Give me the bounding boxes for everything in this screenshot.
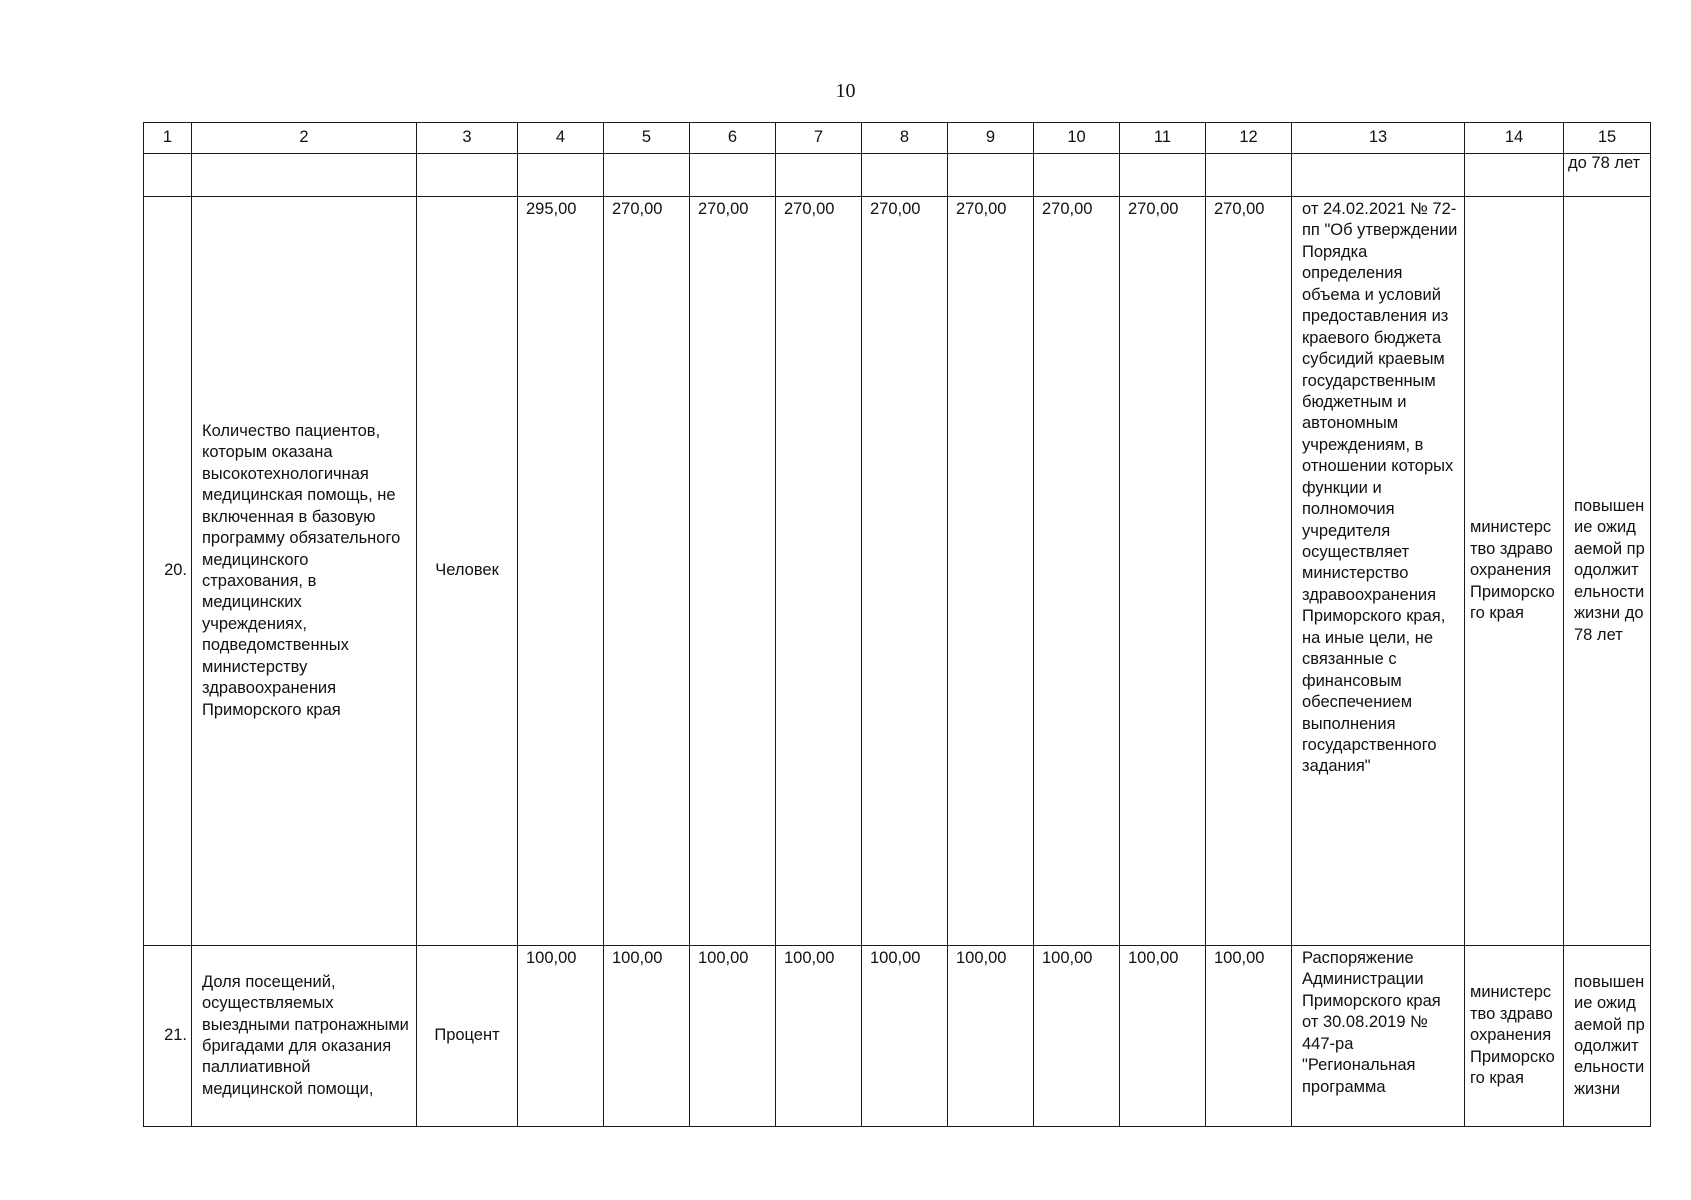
value-cell: 100,00 [1034,946,1120,1127]
unit-cell: Человек [417,197,518,946]
row-number: 20. [144,197,192,946]
responsible-cell: министерство здравоохранения Приморского края [1465,946,1564,1127]
goal-cell: до 78 лет [1564,154,1651,197]
column-number: 15 [1564,123,1651,154]
value-cell: 270,00 [1034,197,1120,946]
goal-cell: повышение ожидаемой продолжительности жизни [1564,946,1651,1127]
column-number: 2 [192,123,417,154]
value-cell: 100,00 [776,946,862,1127]
column-number: 12 [1206,123,1292,154]
indicator-name: Количество пациентов, которым оказана высокотехнологичная медицинская помощь, не включенная в базовую программу обязательного медицинского страхования, в медицинских учреждениях, подведомственных министерству здравоохранения Приморского края [192,197,417,946]
unit-cell: Процент [417,946,518,1127]
value-cell: 270,00 [1206,197,1292,946]
legal-basis-cell: Распоряжение Администрации Приморского края от 30.08.2019 № 447-ра "Региональная программа [1292,946,1465,1127]
table-row [144,946,1651,1127]
column-number: 11 [1120,123,1206,154]
value-cell: 270,00 [776,197,862,946]
value-cell: 270,00 [862,197,948,946]
indicators-table [143,122,1651,1127]
row-number: 21. [144,946,192,1127]
value-cell: 295,00 [518,197,604,946]
legal-basis-cell: от 24.02.2021 № 72-пп "Об утверждении Порядка определения объема и условий предоставления из краевого бюджета субсидий краевым государственным бюджетным и автономным учреждениям, в отношении которых функции и полномочия учредителя осуществляет министерство здравоохранения Приморского края, на иные цели, не связанные с финансовым обеспечением выполнения государственного задания" [1292,197,1465,946]
table-row [144,197,1651,946]
value-cell: 270,00 [948,197,1034,946]
value-cell: 100,00 [604,946,690,1127]
value-cell: 100,00 [690,946,776,1127]
column-number: 8 [862,123,948,154]
page-number: 10 [835,80,856,102]
value-cell: 270,00 [604,197,690,946]
value-cell: 100,00 [1120,946,1206,1127]
column-number: 5 [604,123,690,154]
column-number: 10 [1034,123,1120,154]
column-number: 1 [144,123,192,154]
column-number: 14 [1465,123,1564,154]
column-number: 4 [518,123,604,154]
indicator-name: Доля посещений, осуществляемых выездными патронажными бригадами для оказания паллиативной медицинской помощи, [192,946,417,1127]
column-number: 6 [690,123,776,154]
value-cell: 100,00 [1206,946,1292,1127]
value-cell: 270,00 [690,197,776,946]
value-cell: 100,00 [518,946,604,1127]
column-number-row [144,123,1651,154]
value-cell: 100,00 [862,946,948,1127]
column-number: 3 [417,123,518,154]
goal-cell: повышение ожидаемой продолжительности жизни до 78 лет [1564,197,1651,946]
value-cell: 270,00 [1120,197,1206,946]
continuation-row [144,154,1651,197]
column-number: 13 [1292,123,1465,154]
responsible-cell: министерство здравоохранения Приморского края [1465,197,1564,946]
column-number: 7 [776,123,862,154]
value-cell: 100,00 [948,946,1034,1127]
column-number: 9 [948,123,1034,154]
